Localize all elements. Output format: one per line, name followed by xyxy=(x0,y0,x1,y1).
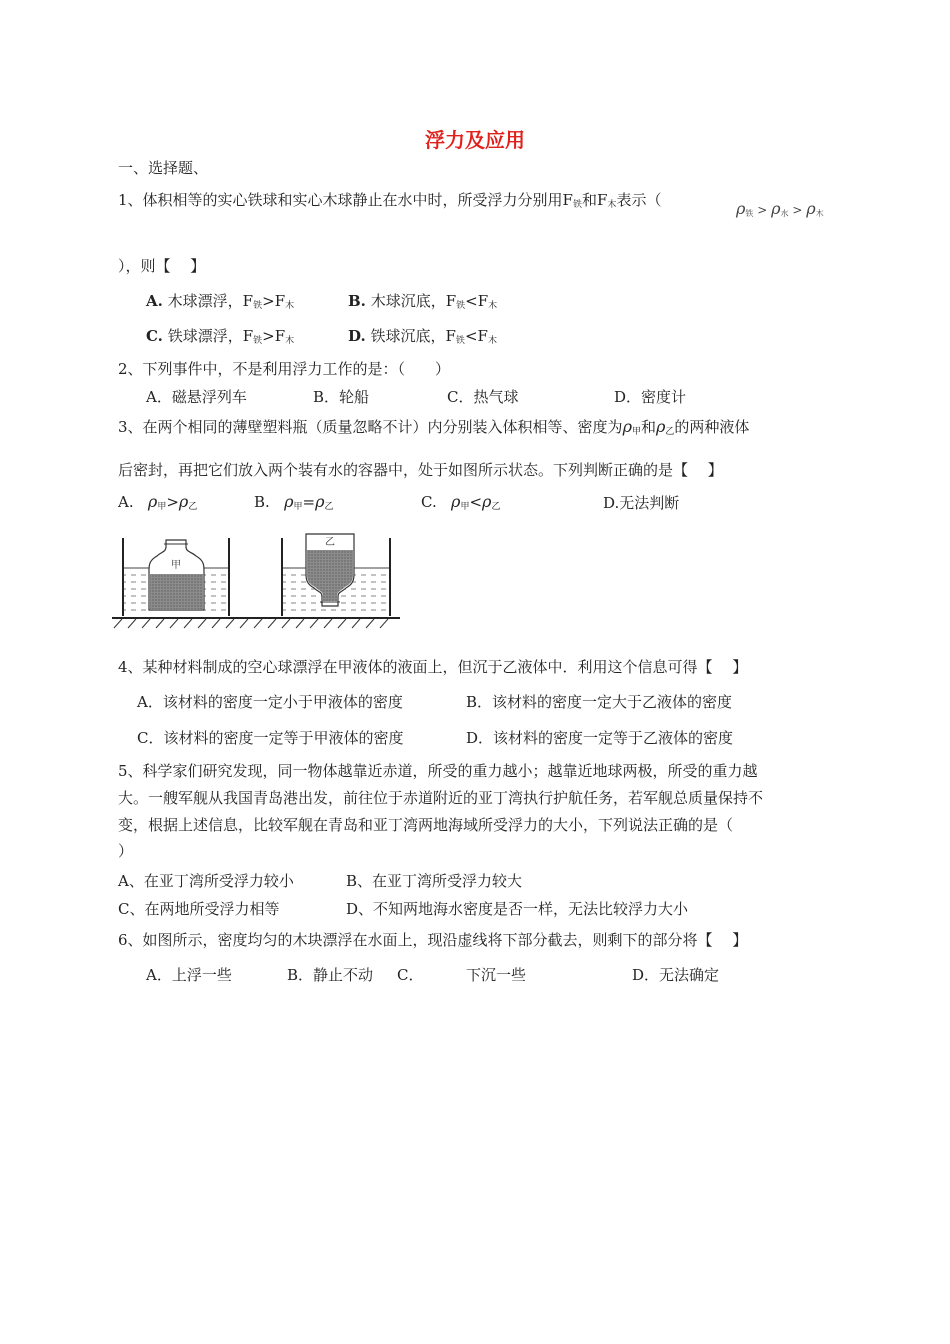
q2-option-d[interactable]: D．密度计 xyxy=(614,388,687,406)
q3-option-a[interactable]: A. $\rho_甲>\rho_乙$ xyxy=(118,492,198,512)
q4-stem: 4、某种材料制成的空心球漂浮在甲液体的液面上，但沉于乙液体中．利用这个信息可得【 】 xyxy=(118,658,748,676)
container-yi xyxy=(282,534,390,616)
q3-option-b[interactable]: B. $\rho_甲=\rho_乙$ xyxy=(254,492,334,512)
q1-option-a[interactable]: A. 木球漂浮，$F_铁>F_木$ xyxy=(146,292,295,311)
q5-option-d[interactable]: D、不知两地海水密度是否一样，无法比较浮力大小 xyxy=(346,900,689,918)
q5-line-1: 5、科学家们研究发现，同一物体越靠近赤道，所受的重力越小；越靠近地球两极，所受的重力越 xyxy=(118,762,758,780)
q3-stem: 3、在两个相同的薄壁塑料瓶（质量忽略不计）内分别装入体积相等、密度为$\rho_甲$和$\rho_乙$的两种液体 xyxy=(118,417,750,437)
q4-option-d[interactable]: D．该材料的密度一定等于乙液体的密度 xyxy=(466,729,734,747)
q6-option-a[interactable]: A．上浮一些 xyxy=(146,966,232,984)
container-jia xyxy=(123,538,229,616)
label-jia: 甲 xyxy=(171,560,181,571)
q3-stem-line2: 后密封，再把它们放入两个装有水的容器中，处于如图所示状态。下列判断正确的是【 】 xyxy=(118,461,723,479)
q5-line-2: 大。一艘军舰从我国青岛港出发，前往位于赤道附近的亚丁湾执行护航任务，若军舰总质量保持不 xyxy=(118,789,764,807)
q2-option-a[interactable]: A．磁悬浮列车 xyxy=(146,388,247,406)
q4-option-c[interactable]: C．该材料的密度一定等于甲液体的密度 xyxy=(137,729,404,747)
q2-option-b[interactable]: B．轮船 xyxy=(313,388,370,406)
q2-option-c[interactable]: C．热气球 xyxy=(447,388,519,406)
q5-option-c[interactable]: C、在两地所受浮力相等 xyxy=(118,900,280,918)
q1-option-c[interactable]: C. 铁球漂浮，$F_铁>F_木$ xyxy=(146,327,295,346)
page-title: 浮力及应用 xyxy=(425,128,525,152)
q3-option-d[interactable]: D.无法判断 xyxy=(603,494,680,512)
q1-stem-continued: ），则【 】 xyxy=(118,257,206,275)
q6-option-c-text[interactable]: 下沉一些 xyxy=(466,966,527,984)
q1-stem: 1、体积相等的实心铁球和实心木球静止在水中时，所受浮力分别用$F_铁$和$F_木$表示（ xyxy=(118,191,662,210)
q3-option-c[interactable]: C. $\rho_甲<\rho_乙$ xyxy=(421,492,501,512)
q5-line-3: 变，根据上述信息，比较军舰在青岛和亚丁湾两地海域所受浮力的大小，下列说法正确的是（ xyxy=(118,816,734,834)
q5-option-a[interactable]: A、在亚丁湾所受浮力较小 xyxy=(118,872,294,890)
q5-option-b[interactable]: B、在亚丁湾所受浮力较大 xyxy=(346,872,523,890)
q6-option-b[interactable]: B．静止不动 xyxy=(287,966,374,984)
q6-stem: 6、如图所示，密度均匀的木块漂浮在水面上，现沿虚线将下部分截去，则剩下的部分将【 】 xyxy=(118,931,748,949)
q1-option-b[interactable]: B. 木球沉底，$F_铁<F_木$ xyxy=(348,292,498,311)
q4-option-a[interactable]: A．该材料的密度一定小于甲液体的密度 xyxy=(137,693,403,711)
label-yi: 乙 xyxy=(325,537,335,548)
q6-option-d[interactable]: D．无法确定 xyxy=(632,966,720,984)
section-heading: 一、选择题、 xyxy=(118,159,209,177)
q4-option-b[interactable]: B．该材料的密度一定大于乙液体的密度 xyxy=(466,693,733,711)
q6-option-c[interactable]: C． xyxy=(397,966,424,984)
q5-line-4: ） xyxy=(118,842,134,860)
q1-option-d[interactable]: D. 铁球沉底，$F_铁<F_木$ xyxy=(348,327,497,346)
q2-stem: 2、下列事件中，不是利用浮力工作的是：（ ） xyxy=(118,360,451,378)
q3-figure xyxy=(110,530,400,632)
q1-density-relation: $\rho_铁 > \rho_水 > \rho_木$ xyxy=(736,199,824,218)
